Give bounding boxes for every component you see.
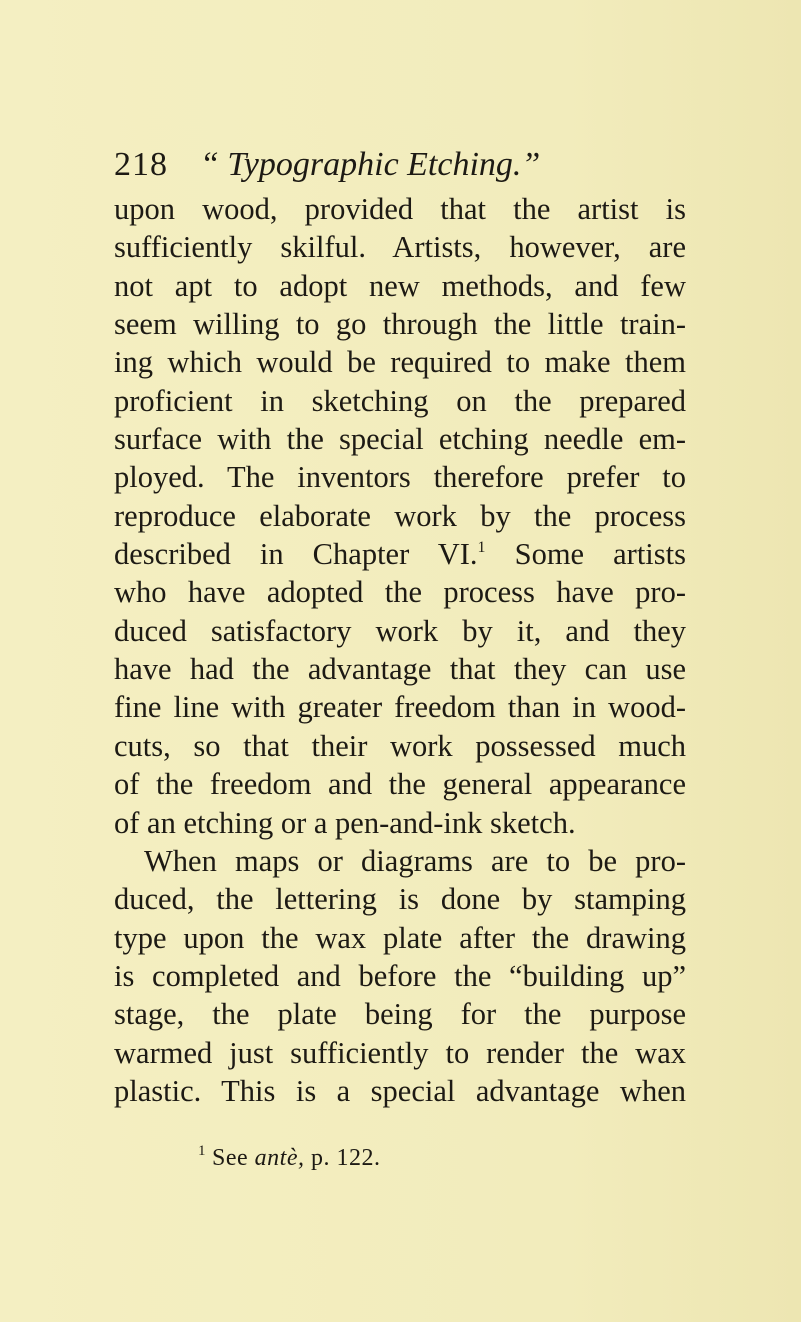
- text-line: ing which would be required to make them: [114, 345, 686, 380]
- text-line: type upon the wax plate after the drawing: [114, 920, 686, 955]
- text-line: upon wood, provided that the artist is: [114, 192, 686, 226]
- body-text: [114, 190, 686, 1110]
- text-line: sufficiently skilful. Artists, however, are: [114, 230, 686, 265]
- text-line: proficient in sketching on the prepared: [114, 383, 686, 418]
- running-title: “ Typographic Etching.”: [200, 146, 541, 183]
- text-line: cuts, so that their work possessed much: [114, 728, 686, 763]
- text-line: duced satisfactory work by it, and they: [114, 613, 686, 648]
- text-line: have had the advantage that they can use: [114, 652, 686, 687]
- text-line-with-footnote-ref: [114, 535, 686, 573]
- text-line: warmed just sufficiently to render the wax: [114, 1035, 686, 1070]
- running-header: [114, 140, 694, 190]
- text-line: reproduce elaborate work by the process: [114, 498, 686, 533]
- text-line: fine line with greater freedom than in wood-: [114, 690, 686, 725]
- text-line: who have adopted the process have pro-: [114, 575, 686, 610]
- page-number: 218: [114, 146, 168, 183]
- text-segment: Some artists: [514, 537, 686, 572]
- footnote-prefix: See: [212, 1145, 249, 1171]
- text-line: seem willing to go through the little train-: [114, 307, 686, 342]
- text-line: When maps or diagrams are to be pro-: [144, 843, 686, 878]
- footnote-marker: 1: [198, 1143, 206, 1159]
- text-line: of the freedom and the general appearance: [114, 767, 686, 802]
- footnote-italic: antè,: [254, 1145, 305, 1171]
- footnote: [198, 1133, 380, 1176]
- text-segment: described in Chapter VI.: [114, 537, 478, 572]
- text-line: of an etching or a pen-and-ink sketch.: [114, 805, 576, 840]
- text-line: duced, the lettering is done by stamping: [114, 882, 686, 917]
- text-line: stage, the plate being for the purpose: [114, 997, 686, 1032]
- text-line: not apt to adopt new methods, and few: [114, 268, 686, 303]
- text-line: surface with the special etching needle em-: [114, 422, 686, 457]
- text-line: ployed. The inventors therefore prefer to: [114, 460, 686, 495]
- footnote-reference[interactable]: 1: [477, 539, 486, 557]
- text-line: is completed and before the “building up”: [114, 958, 686, 993]
- text-line: plastic. This is a special advantage when: [114, 1073, 686, 1108]
- footnote-suffix: p. 122.: [310, 1145, 381, 1171]
